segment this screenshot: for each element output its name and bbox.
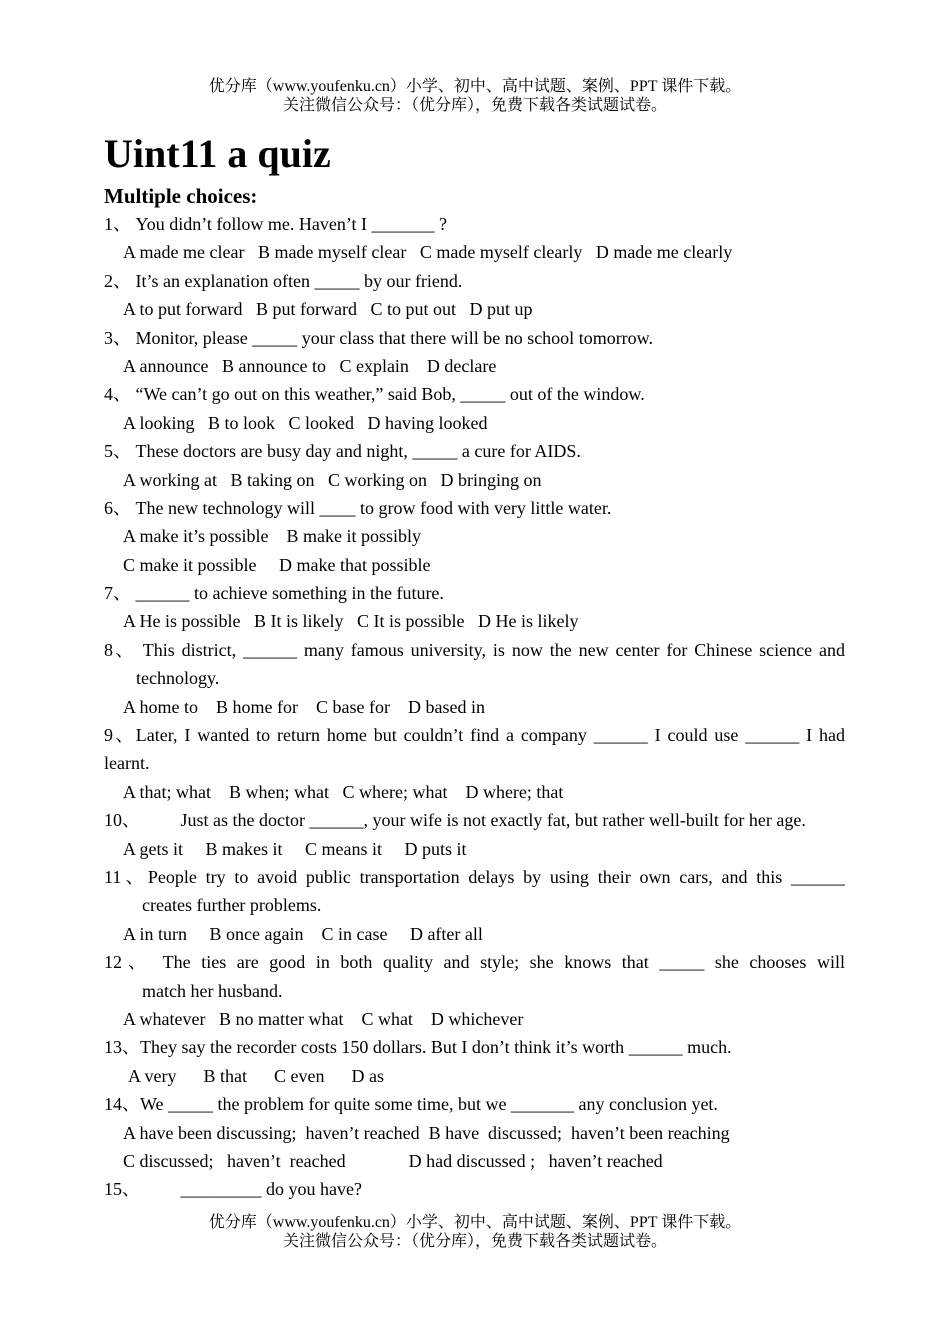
question-10: 10、 Just as the doctor ______, your wife is not exactly fat, but rather well-built for her age. bbox=[104, 810, 806, 831]
question-3-options: A announce B announce to C explain D declare bbox=[123, 355, 497, 376]
question-12-options: A whatever B no matter what C what D whichever bbox=[123, 1008, 524, 1029]
footer-line-2: 关注微信公众号：（优分库），免费下载各类试题试卷。 bbox=[282, 1233, 667, 1250]
header-line-2: 关注微信公众号：（优分库），免费下载各类试题试卷。 bbox=[282, 97, 667, 114]
question-14-options-ab: A have been discussing; haven’t reached B have discussed; haven’t been reaching bbox=[123, 1122, 730, 1143]
question-10-options: A gets it B makes it C means it D puts it bbox=[123, 838, 467, 859]
header-line-1: 优分库（www.youfenku.cn）小学、初中、高中试题、案例、PPT 课件下载。 bbox=[208, 78, 742, 95]
question-11-options: A in turn B once again C in case D after all bbox=[123, 923, 483, 944]
question-11: 11、People try to avoid public transportation delays by using their own cars, and this ______ bbox=[104, 866, 845, 887]
question-5: 5、 These doctors are busy day and night, _____ a cure for AIDS. bbox=[104, 441, 581, 462]
question-9-continued: learnt. bbox=[104, 753, 150, 774]
question-7-options: A He is possible B It is likely C It is possible D He is likely bbox=[123, 611, 579, 632]
question-6-options-ab: A make it’s possible B make it possibly bbox=[123, 526, 421, 547]
question-12-continued: match her husband. bbox=[142, 980, 283, 1001]
section-heading: Multiple choices: bbox=[104, 184, 258, 208]
question-14-options-cd: C discussed; haven’t reached D had discussed ; haven’t reached bbox=[123, 1150, 663, 1171]
page-footer bbox=[0, 1213, 950, 1251]
question-list bbox=[104, 210, 845, 1204]
question-1-options: A made me clear B made myself clear C made myself clearly D made me clearly bbox=[123, 242, 733, 263]
question-3: 3、 Monitor, please _____ your class that there will be no school tomorrow. bbox=[104, 327, 654, 348]
question-11-continued: creates further problems. bbox=[142, 895, 322, 916]
page-header bbox=[0, 77, 950, 115]
question-1: 1、 You didn’t follow me. Haven’t I _______ ? bbox=[104, 214, 447, 234]
question-8-options: A home to B home for C base for D based in bbox=[123, 696, 485, 717]
question-5-options: A working at B taking on C working on D bringing on bbox=[123, 469, 542, 490]
question-12: 12、 The ties are good in both quality and style; she knows that _____ she chooses will bbox=[104, 952, 845, 973]
question-6: 6、 The new technology will ____ to grow food with very little water. bbox=[104, 497, 612, 518]
question-15: 15、 _________ do you have? bbox=[104, 1179, 362, 1200]
question-6-options-cd: C make it possible D make that possible bbox=[123, 554, 431, 575]
question-4: 4、 “We can’t go out on this weather,” said Bob, _____ out of the window. bbox=[104, 384, 645, 405]
question-13-options: A very B that C even D as bbox=[128, 1065, 384, 1086]
question-8-continued: technology. bbox=[136, 668, 220, 689]
question-8: 8、 This district, ______ many famous university, is now the new center for Chinese science and bbox=[104, 639, 845, 660]
footer-line-1: 优分库（www.youfenku.cn）小学、初中、高中试题、案例、PPT 课件下载。 bbox=[208, 1214, 742, 1231]
question-4-options: A looking B to look C looked D having looked bbox=[123, 412, 488, 433]
question-13: 13、They say the recorder costs 150 dollars. But I don’t think it’s worth ______ much. bbox=[104, 1037, 732, 1058]
question-14: 14、We _____ the problem for quite some time, but we _______ any conclusion yet. bbox=[104, 1094, 718, 1115]
question-7: 7、 ______ to achieve something in the future. bbox=[104, 583, 444, 604]
question-9: 9、Later, I wanted to return home but couldn’t find a company ______ I could use ______ I had bbox=[104, 725, 845, 746]
question-2-options: A to put forward B put forward C to put out D put up bbox=[123, 299, 533, 320]
document-title: Uint11 a quiz bbox=[104, 131, 331, 176]
question-2: 2、 It’s an explanation often _____ by our friend. bbox=[104, 270, 463, 291]
question-9-options: A that; what B when; what C where; what D where; that bbox=[123, 781, 564, 802]
